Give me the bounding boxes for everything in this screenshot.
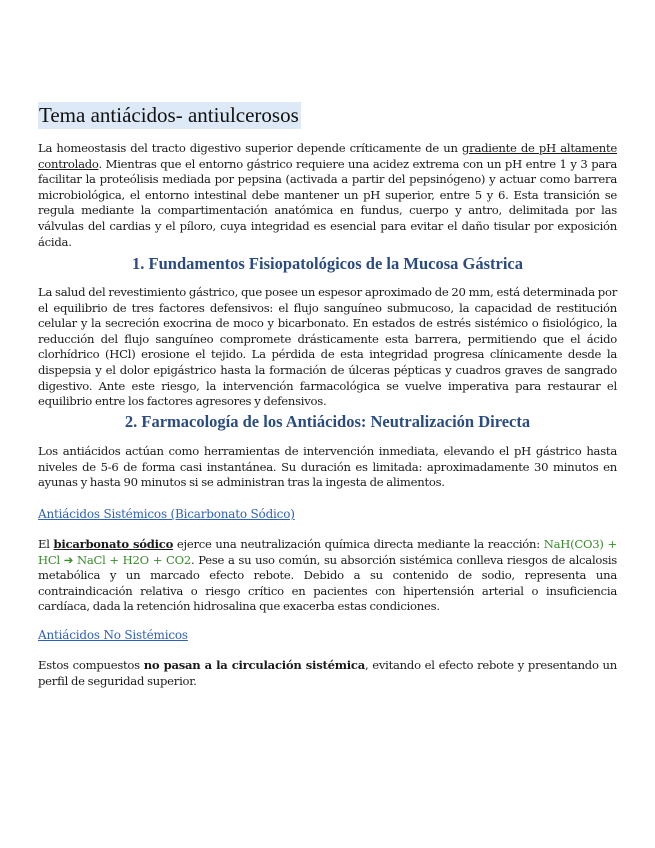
nonsystemic-antacids-link[interactable]: Antiácidos No Sistémicos [38, 628, 188, 642]
intro-underlined-phrase: gradiente de pH altamente controlado [38, 141, 617, 171]
no-systemic-circulation-phrase: no pasan a la circulación sistémica [143, 658, 365, 672]
systemic-lead-text: El [38, 537, 54, 551]
section-2-paragraph: Los antiácidos actúan como herramientas de intervención inmediata, elevando el pH gástrico hasta niveles de 5-6 de forma casi instantánea. Su duración es limitada: aproximadamente 30 minutos en ayunas y hasta 90 minutos si se administran tras la ingesta de alimentos. [38, 444, 617, 490]
systemic-antacids-link[interactable]: Antiácidos Sistémicos (Bicarbonato Sódico) [38, 507, 295, 521]
systemic-mid-text: ejerce una neutralización química directa mediante la reacción: [173, 537, 544, 551]
intro-paragraph [38, 141, 617, 250]
intro-text-start: La homeostasis del tracto digestivo superior depende críticamente de un [38, 141, 462, 155]
nonsystemic-antacids-paragraph [38, 658, 617, 689]
bicarbonate-term: bicarbonato sódico [53, 537, 174, 551]
document-title: Tema antiácidos- antiulcerosos [39, 103, 299, 127]
nonsystemic-lead-text: Estos compuestos [38, 658, 144, 672]
section-1-heading: 1. Fundamentos Fisiopatológicos de la Mucosa Gástrica [132, 254, 523, 273]
systemic-antacids-paragraph [38, 537, 617, 615]
systemic-rest-text: . Pese a su uso común, su absorción sistémica conlleva riesgos de alcalosis metabólica y un marcado efecto rebote. Debido a su contenido de sodio, representa una contraindicación relativa o riesgo crítico en pacientes con hipertensión arterial o insuficiencia cardíaca, dada la retención hidrosalina que exacerba estas condiciones. [38, 552, 617, 614]
section-1-paragraph: La salud del revestimiento gástrico, que posee un espesor aproximado de 20 mm, está determinada por el equilibrio de tres factores defensivos: el flujo sanguíneo submucoso, la capacidad de restitución celular y la secreción exocrina de moco y bicarbonato. En estados de estrés sistémico o fisiológico, la reducción del flujo sanguíneo compromete drásticamente esta barrera, permitiendo que el ácido clorhídrico (HCl) erosione el tejido. La pérdida de esta integridad progresa clínicamente desde la dispepsia y el dolor epigástrico hasta la formación de úlceras pépticas y cuadros graves de sangrado digestivo. Ante este riesgo, la intervención farmacológica se vuelve imperativa para restaurar el equilibrio entre los factores agresores y defensivos. [38, 285, 617, 409]
section-2-heading: 2. Farmacología de los Antiácidos: Neutralización Directa [124, 412, 531, 431]
title-block [38, 102, 301, 129]
neutralization-formula: NaH(CO3) + HCl ➔ NaCl + H2O + CO2 [38, 537, 617, 567]
intro-text-end: . Mientras que el entorno gástrico requiere una acidez extrema con un pH entre 1 y 3 para facilitar la proteólisis mediada por pepsina (activada a partir del pepsinógeno) y actuar como barrera microbiológica, el entorno intestinal debe mantener un pH superior, entre 5 y 6. Esta transición se regula mediante la compartimentación anatómica en fundus, cuerpo y antro, delimitada por las válvulas del cardias y el píloro, cuya integridad es esencial para evitar el daño tisular por exposición ácida. [38, 156, 617, 249]
nonsystemic-rest-text: , evitando el efecto rebote y presentando un perfil de seguridad superior. [38, 658, 617, 688]
